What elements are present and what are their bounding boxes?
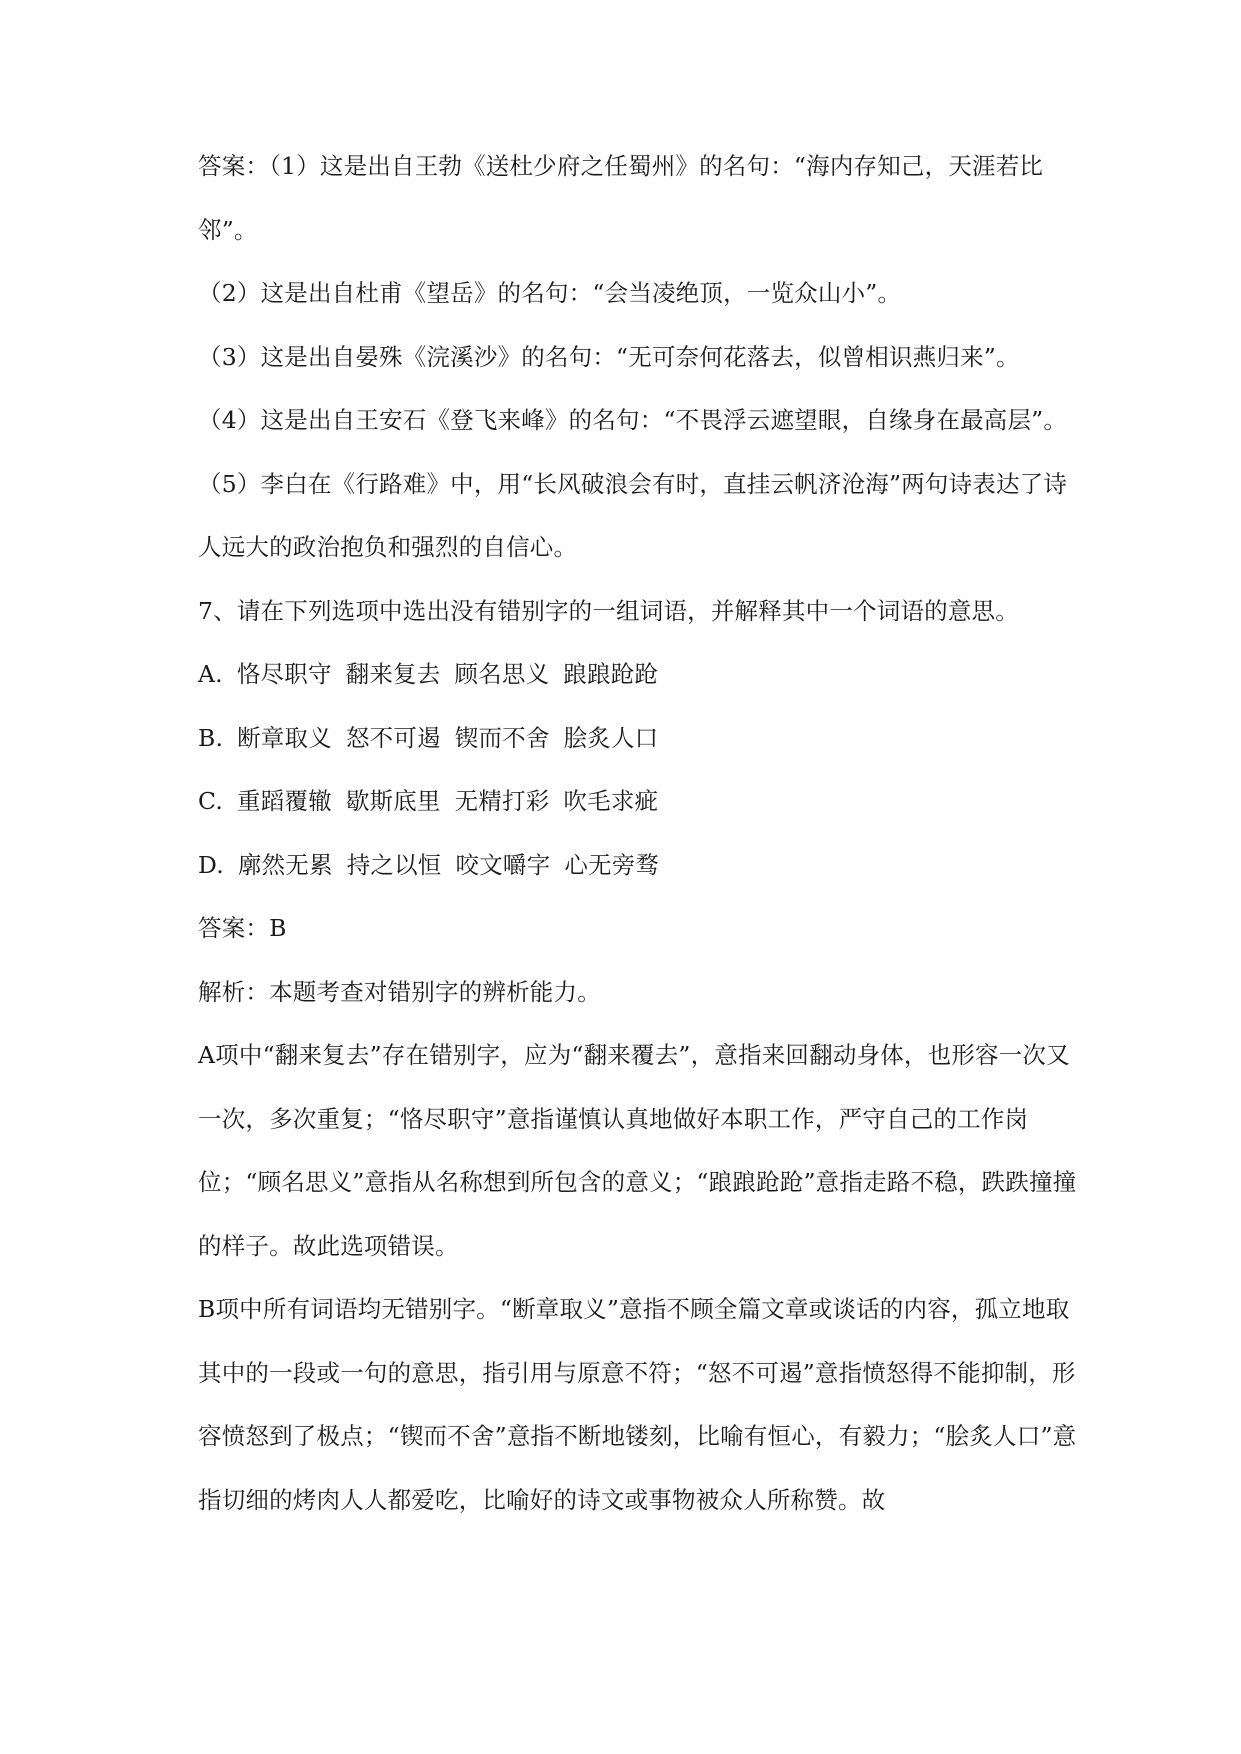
option-word: 无精打彩: [454, 787, 550, 815]
option-label: B.: [198, 723, 224, 752]
option-label: C.: [198, 787, 224, 815]
answer-line-3: （3）这是出自晏殊《浣溪沙》的名句：“无可奈何花落去，似曾相识燕归来”。: [198, 342, 1020, 371]
option-word: 顾名思义: [454, 660, 550, 688]
answer-line-5: （5）李白在《行路难》中，用“长风破浪会有时，直挂云帆济沧海”两句诗表达了诗人远大的政治抱负和强烈的自信心。: [198, 469, 1068, 561]
option-a: [198, 643, 1088, 707]
option-word: 恪尽职守: [236, 660, 332, 688]
analysis-intro: 解析：本题考查对错别字的辨析能力。: [198, 977, 601, 1006]
document-page: [198, 135, 1088, 1532]
option-label: A.: [198, 660, 223, 688]
question-7-stem: 7、请在下列选项中选出没有错别字的一组词语，并解释其中一个词语的意思。: [198, 596, 1019, 625]
option-word: 翻来复去: [345, 660, 441, 688]
option-d: [198, 834, 1088, 898]
answer-line-4: （4）这是出自王安石《登飞来峰》的名句：“不畏浮云遮望眼，自缘身在最高层”。: [198, 406, 1068, 434]
option-word: 断章取义: [237, 723, 332, 752]
answer-line-2: （2）这是出自杜甫《望岳》的名句：“会当凌绝顶，一览众山小”。: [198, 279, 902, 307]
option-word: 吹毛求疵: [563, 787, 659, 815]
option-label: D.: [198, 850, 224, 879]
analysis-option-b: B项中所有词语均无错别字。“断章取义”意指不顾全篇文章或谈话的内容，孤立地取其中的一段或一句的意思，指引用与原意不符；“怒不可遏”意指愤怒得不能抑制，形容愤怒到了极点；“锲而不舍”意指不断地镂刻，比喻有恒心，有毅力；“脍炙人口”意指切细的烤肉人人都爱吃，比喻好的诗文或事物被众人所称赞。故: [198, 1295, 1077, 1514]
option-word: 重蹈覆辙: [237, 787, 332, 815]
option-word: 廓然无累: [237, 850, 333, 879]
option-word: 锲而不舍: [454, 723, 550, 752]
option-c: [198, 770, 1088, 834]
option-b: [198, 707, 1088, 771]
option-word: 怒不可遏: [345, 723, 441, 752]
option-word: 咬文嚼字: [455, 850, 551, 879]
option-word: 踉踉跄跄: [563, 660, 659, 688]
option-word: 歇斯底里: [345, 787, 441, 815]
option-word: 持之以恒: [346, 850, 442, 879]
option-word: 心无旁骛: [564, 850, 660, 879]
analysis-option-a: A项中“翻来复去”存在错别字，应为“翻来覆去”，意指来回翻动身体，也形容一次又一次，多次重复；“恪尽职守”意指谨慎认真地做好本职工作，严守自己的工作岗位；“顾名思义”意指从名称想到所包含的意义；“踉踉跄跄”意指走路不稳，跌跌撞撞的样子。故此选项错误。: [198, 1041, 1077, 1260]
answer-line-1: 答案：（1）这是出自王勃《送杜少府之任蜀州》的名句：“海内存知己，天涯若比邻”。: [198, 152, 1044, 244]
answer-text: 答案：B: [198, 914, 287, 942]
option-word: 脍炙人口: [563, 723, 659, 752]
